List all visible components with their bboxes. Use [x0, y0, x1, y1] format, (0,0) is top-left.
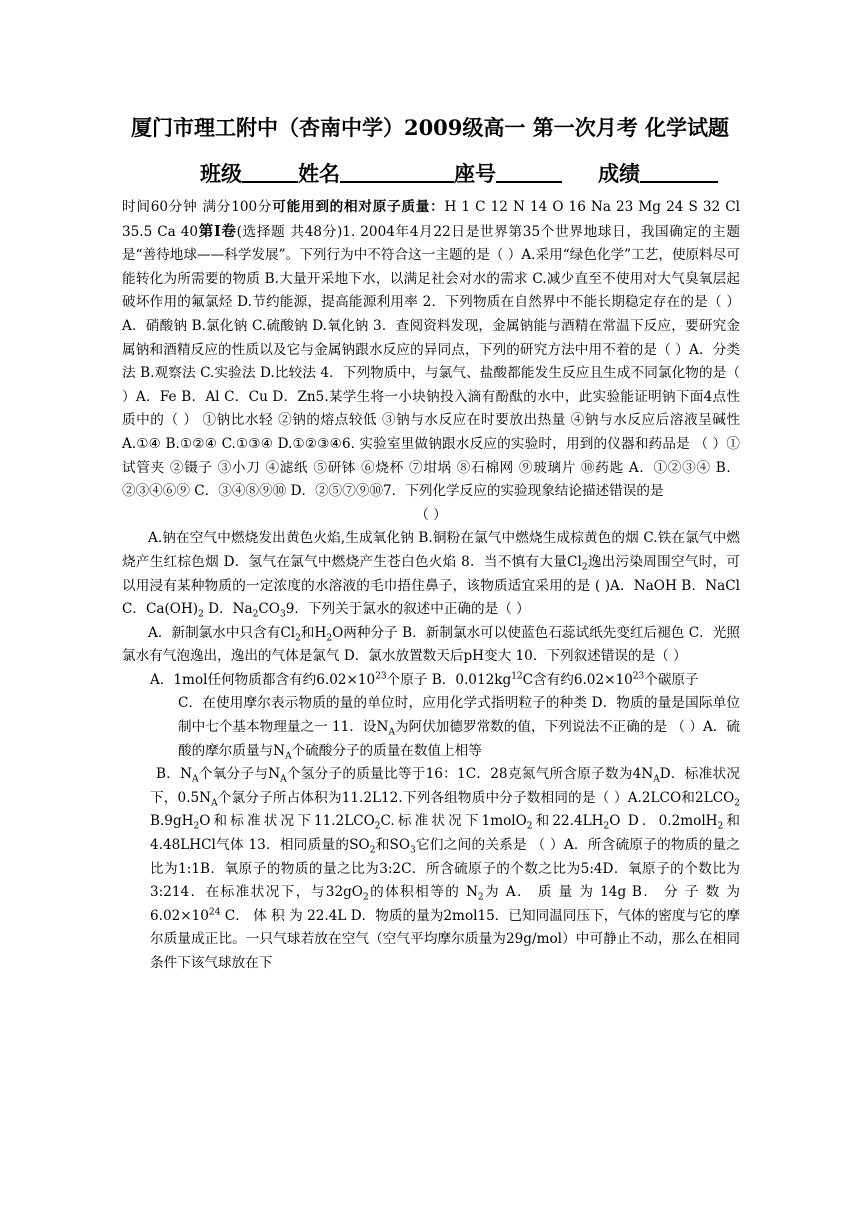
q12-b: B.9gH [150, 813, 194, 830]
q9-text: 9．下列关于氯水的叙述中正确的是（ ） [285, 601, 530, 618]
q14: 的体积相等的 N [368, 884, 478, 901]
question-block-10c-11 [122, 692, 740, 763]
q8-text: 逸出污染周围空气时，可以用浸有某种物质的一定浓度的水溶液的毛巾捂住鼻子，该物质适宜采用的是 ( )A．NaOH B．NaCl C．Ca(OH) [122, 553, 741, 618]
name-label: 姓名 [298, 161, 340, 186]
q12-b2: O和标准状况下11.2LCO [199, 813, 375, 830]
student-info-line [200, 158, 718, 188]
sup: 24 [208, 907, 221, 918]
sub: 2 [362, 892, 369, 903]
atomic-masses-cont: S 32 Cl 35.5 Ca 40 [122, 199, 740, 240]
seat-label: 座号 [454, 161, 496, 186]
q10-b3: 个碳原子 [644, 671, 699, 688]
question-block-10a [122, 669, 740, 693]
q10-c-11: C．在使用摩尔表示物质的量的单位时，应用化学式指明粒子的种类 D．物质的量是国际单位制中七个基本物理量之一 11．设N [178, 695, 740, 736]
q9-rest: O两种分子 B．新制氯水可以使蓝色石蕊试纸先变红后褪色 C．光照氯水有气泡逸出，逸出的气体是氯气 D．氯水放置数天后pH变大 10．下列叙述错误的是（ ） [122, 624, 740, 665]
class-blank [242, 161, 298, 183]
sub: A [388, 727, 395, 738]
name-blank [340, 161, 454, 183]
exam-body [122, 196, 740, 976]
q13: 和4.48LHCl气体 13．相同质量的SO [150, 813, 741, 854]
q11-d: D．标准状况下，0.5N [150, 766, 740, 806]
sub: 2 [295, 633, 301, 644]
sub: 3 [410, 845, 416, 856]
question-block-7-9 [122, 527, 740, 621]
class-label: 班级 [200, 161, 242, 186]
q8-text-c: CO [258, 601, 280, 618]
q12-d: O D．0.2molH [609, 813, 718, 830]
atomic-mass-heading: 可能用到的相对原子质量： [272, 199, 445, 215]
sub: 2 [193, 822, 200, 833]
answer-bracket: （ ） [415, 506, 447, 523]
seat-blank [496, 161, 562, 183]
atomic-masses: H 1 C 12 N 14 O 16 Na 23 Mg 24 [444, 199, 684, 215]
sub: 2 [369, 845, 376, 856]
q10-b2: C含有约6.02×10 [522, 671, 633, 688]
q10-b: 个原子 B．0.012kg [386, 671, 512, 688]
q12: 个氯分子所占体积为11.2L12.下列各组物质中分子数相同的是（ ）A.2LCO和2LCO [217, 789, 735, 806]
q11-b: B．N [156, 766, 193, 783]
sub: A [653, 774, 660, 785]
q11-c: 个氢分子的质量比等于16：1C．28克氮气所含原子数为4N [286, 766, 654, 783]
q12-c: C.标准状况下1molO [380, 813, 527, 830]
questions-1-7: (选择题 共48分)1. 2004年4月22日是世界第35个世界地球日，我国确定的主题是“善待地球——科学发展”。下列行为中不符合这一主题的是（ ）A.采用“绿色化学”工艺，使原料尽可能转化为所需要的物质 B.大量开采地下水，以满足社会对水的需求 C.减少直至不使用对大气臭氧层起破坏作用的氟氯烃 D.节约能源，提高能源利用率 2．下列物质在自然界中不能长期稳定存在的是（ ） A．硝酸钠 B.氯化钠 C.硫酸钠 D.氧化钠 3．查阅资料发现，金属钠能与酒精在常温下反应，要研究金属钠和酒精反应的性质以及它与金属钠跟水反应的异同点，下列的研究方法中用不着的是（ ）A．分类法 B.观察法 C.实验法 D.比较法 4．下列物质中，与氯气、盐酸都能发生反应且生成不同氯化物的是（ ）A．Fe B．Al C．Cu D．Zn5.某学生将一小块钠投入滴有酚酞的水中，此实验能证明钠下面4点性质中的（ ） ①钠比水轻 ②钠的熔点较低 ③钠与水反应在时要放出热量 ④钠与水反应后溶液呈碱性 A.①④ B.①②④ C.①③④ D.①②③④6. 实验室里做钠跟水反应的实验时，用到的仪器和药品是 （ ）①试管夹 ②镊子 ③小刀 ④滤纸 ⑤研钵 ⑥烧杯 ⑦坩埚 ⑧石棉网 ⑨玻璃片 ⑩药匙 A．①②③④ B．②③④⑥⑨ C．③④⑧⑨⑩ D．②⑤⑦⑨⑩7．下列化学反应的实验现象结论描述错误的是 [122, 223, 740, 500]
sub: 2 [734, 798, 740, 809]
sub: 2 [477, 892, 484, 903]
q14-b: 为 A． 质 量 为 14g B． 分 子 数 为 6.02×10 [150, 884, 740, 924]
q10-a: A．1mol任何物质都含有约6.02×10 [150, 671, 376, 688]
sub: 2 [326, 633, 333, 644]
sup: 23 [632, 671, 645, 682]
sub: 2 [603, 822, 610, 833]
q11-a: 为阿伏加德罗常数的值，下列说法不正确的是 （ ）A．硫酸的摩尔质量与N [178, 719, 740, 759]
q9-a-b: 和H [300, 624, 327, 641]
sub: A [280, 774, 287, 785]
exam-meta: 时间60分钟 满分100分 [122, 199, 273, 215]
q9-a: A．新制氯水中只含有Cl [148, 624, 296, 641]
sub: 2 [252, 609, 259, 620]
sub: A [192, 774, 199, 785]
section-heading: 第Ⅰ卷 [198, 222, 237, 240]
sub: 2 [374, 822, 381, 833]
sup: 12 [511, 671, 523, 682]
question-block-1 [122, 196, 740, 504]
q14-15: C． 体 积 为 22.4L D．物质的量为2mol15．已知同温同压下，气体的密度与它的摩尔质量成正比。一只气球若放在空气（空气平均摩尔质量为29g/mol）中可静止不动，那么在相同条件下该气球放在下 [150, 907, 740, 971]
sub: A [211, 798, 218, 809]
sub: A [285, 751, 292, 762]
sup: 23 [375, 671, 387, 682]
exam-title: 厦门市理工附中（杏南中学）2009级高一 第一次月考 化学试题 [130, 115, 730, 140]
sub: 3 [279, 609, 286, 620]
q12-c2: 和22.4LH [532, 813, 604, 830]
score-label: 成绩 [598, 161, 640, 186]
question-block-11b-15 [122, 763, 740, 975]
q11-a2: 个硫酸分子的质量在数值上相等 [291, 742, 482, 759]
question-block-9-10 [122, 622, 740, 669]
q13-b: 和SO [375, 837, 411, 854]
q7-8-text: A.钠在空气中燃烧发出黄色火焰,生成氧化钠 B.铜粉在氯气中燃烧生成棕黄色的烟 C.铁在氯气中燃烧产生红棕色烟 D．氢气在氯气中燃烧产生苍白色火焰 8．当不慎有大量Cl [122, 530, 740, 570]
score-blank [640, 161, 718, 183]
q8-text-b: D．Na [203, 601, 253, 618]
sub: 2 [198, 609, 204, 620]
q13-14: 它们之间的关系是 （ ）A．所含硫原子的物质的量之比为1:1B．氧原子的物质的量之比为3:2C．所含硫原子的个数之比为5:4D．氧原子的个数比为3:214．在标准状况下，与32gO [150, 837, 740, 901]
sub: 2 [526, 822, 533, 833]
q11-b2: 个氧分子与N [198, 766, 281, 783]
sub: 2 [581, 562, 588, 573]
sub: 2 [717, 822, 724, 833]
